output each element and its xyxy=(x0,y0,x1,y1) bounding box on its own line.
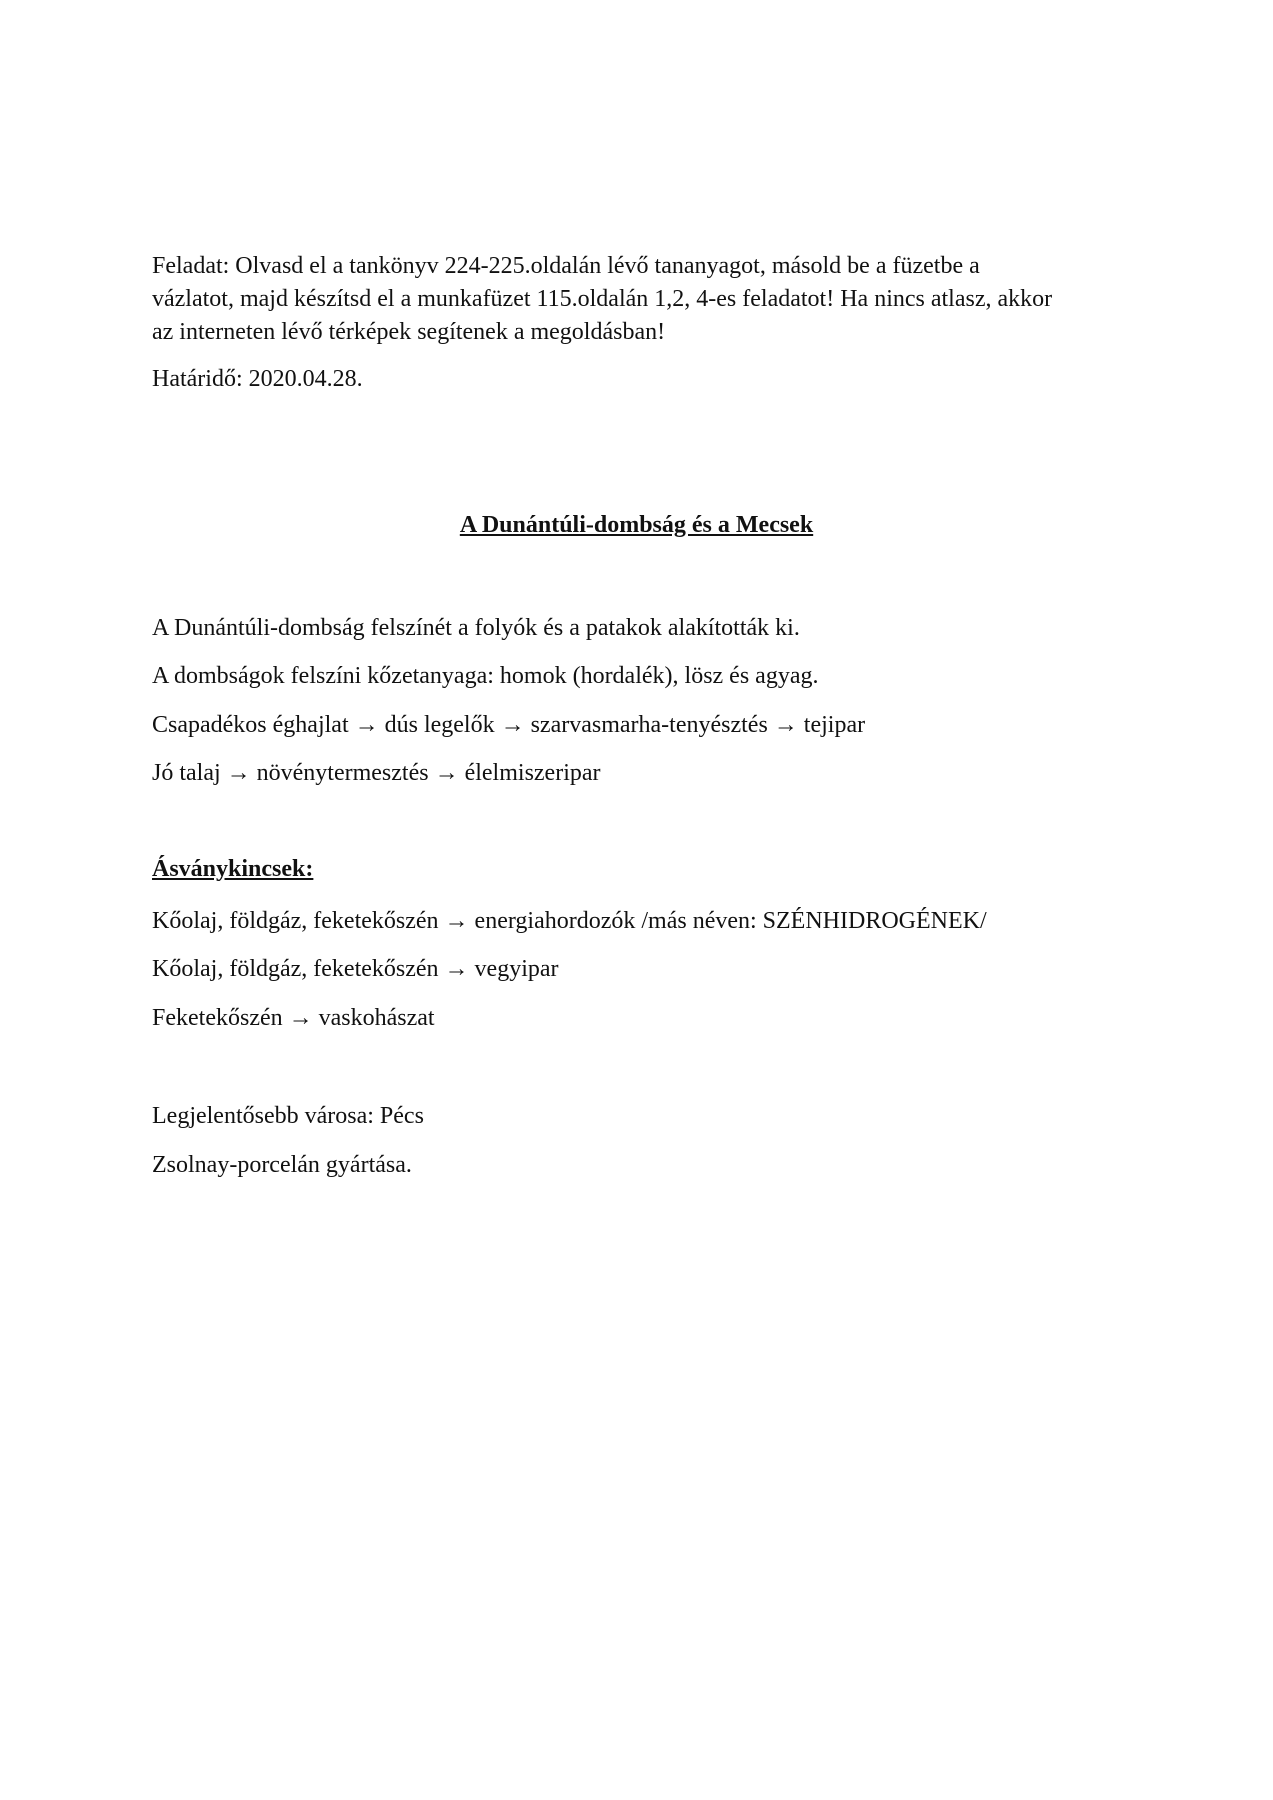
minerals-line-2: Kőolaj, földgáz, feketekőszén → vegyipar xyxy=(152,956,559,982)
city-line-1: Legjelentősebb városa: Pécs xyxy=(152,1103,424,1129)
intro-line-1: A Dunántúli-dombság felszínét a folyók és a patakok alakították ki. xyxy=(152,615,800,641)
intro-line-4: Jó talaj → növénytermesztés → élelmiszeripar xyxy=(152,760,601,786)
minerals-heading: Ásványkincsek: xyxy=(152,856,314,882)
task-line-3: az interneten lévő térképek segítenek a megoldásban! xyxy=(152,319,666,345)
minerals-line-1: Kőolaj, földgáz, feketekőszén → energiahordozók /más néven: SZÉNHIDROGÉNEK/ xyxy=(152,908,987,934)
intro-line-3: Csapadékos éghajlat → dús legelők → szarvasmarha-tenyésztés → tejipar xyxy=(152,712,866,738)
city-line-2: Zsolnay-porcelán gyártása. xyxy=(152,1152,412,1178)
task-line-2: vázlatot, majd készítsd el a munkafüzet 115.oldalán 1,2, 4-es feladatot! Ha nincs atlasz, akkor xyxy=(152,286,1053,312)
page-title: A Dunántúli-dombság és a Mecsek xyxy=(459,512,814,538)
task-line-1: Feladat: Olvasd el a tankönyv 224-225.oldalán lévő tananyagot, másold be a füzetbe a xyxy=(152,253,980,279)
deadline: Határidő: 2020.04.28. xyxy=(152,366,363,392)
minerals-line-3: Feketekőszén → vaskohászat xyxy=(152,1005,435,1031)
intro-line-2: A dombságok felszíni kőzetanyaga: homok (hordalék), lösz és agyag. xyxy=(152,663,819,689)
